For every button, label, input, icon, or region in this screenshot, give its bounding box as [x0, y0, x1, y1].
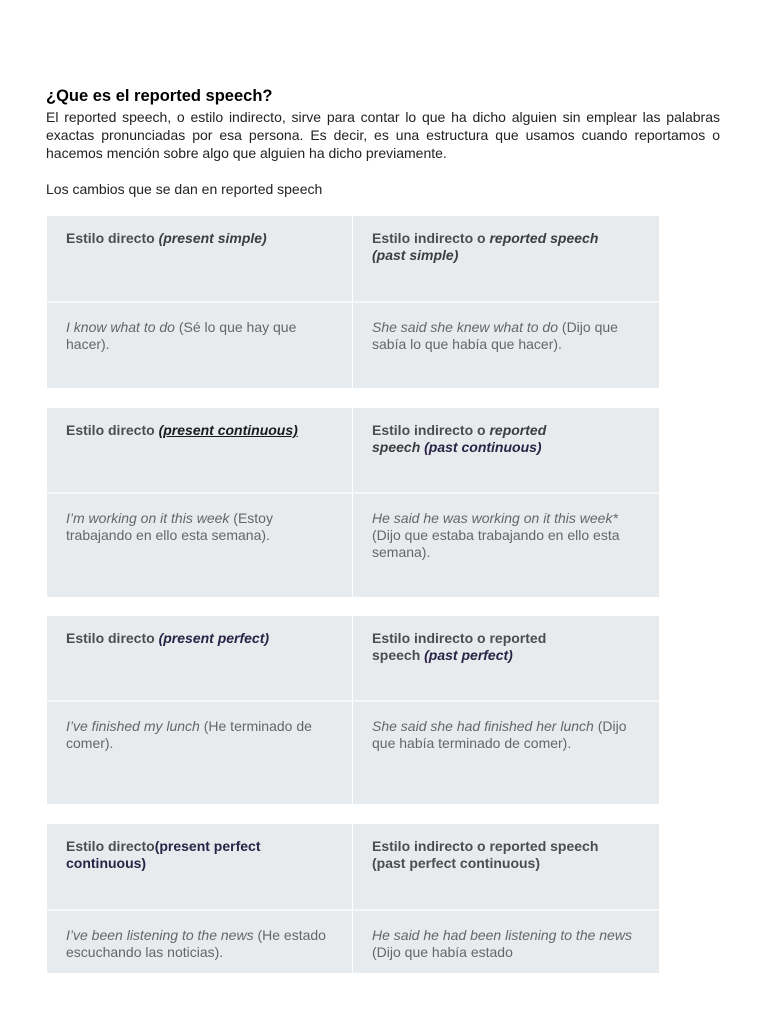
header-emph-cont: speech [372, 439, 425, 455]
example-indirect [353, 702, 659, 804]
table-header-indirect [353, 216, 659, 301]
example-sentence: I’m working on it this week [66, 510, 230, 526]
lead-sentence: Los cambios que se dan en reported speech [46, 181, 323, 197]
example-translation: (He terminado de comer). [66, 718, 312, 751]
document-body [46, 86, 720, 198]
header-label: Estilo directo [66, 838, 155, 854]
example-sentence: I’ve finished my lunch [66, 718, 200, 734]
header-label: Estilo indirecto o [372, 422, 490, 438]
tense-table-present-simple [47, 216, 659, 388]
header-label: Estilo indirecto o reported [372, 630, 547, 646]
tense-label: (past perfect) [424, 647, 513, 663]
example-direct [47, 911, 352, 973]
header-emph: reported speech [489, 230, 599, 246]
example-direct [47, 494, 352, 597]
header-label: Estilo indirecto o reported speech [372, 838, 599, 854]
example-sentence: She said she knew what to do [372, 319, 559, 335]
example-translation: (Estoy trabajando en ello esta semana). [66, 510, 273, 543]
table-header-direct [47, 616, 352, 700]
page-title: ¿Que es el reported speech? [46, 87, 273, 105]
tense-label: (past simple) [372, 247, 459, 263]
header-emph: reported [489, 422, 547, 438]
example-direct [47, 303, 352, 388]
tense-label: (past continuous) [424, 439, 542, 455]
example-translation: (Dijo que había estado [372, 944, 513, 960]
table-header-indirect [353, 408, 659, 492]
tense-label: (present simple) [158, 230, 267, 246]
tense-table-present-perfect-continuous [47, 824, 659, 973]
tense-label: (past perfect continuous) [372, 855, 541, 871]
example-sentence: He said he had been listening to the news [372, 927, 632, 943]
header-label: Estilo indirecto o [372, 230, 490, 246]
tense-table-present-continuous [47, 408, 659, 597]
tense-label: (present perfect) [158, 630, 270, 646]
table-header-direct [47, 408, 352, 492]
example-sentence: He said he was working on it this week* [372, 510, 618, 526]
example-translation: (Dijo que estaba trabajando en ello esta semana). [372, 527, 620, 560]
example-sentence: I know what to do [66, 319, 175, 335]
table-header-direct [47, 216, 352, 301]
example-indirect [353, 303, 659, 388]
table-header-direct [47, 824, 352, 909]
example-translation: (Dijo que sabía lo que había que hacer). [372, 319, 618, 352]
example-translation: (He estado escuchando las noticias). [66, 927, 326, 960]
example-direct [47, 702, 352, 804]
tense-label: (present perfect continuous) [66, 838, 261, 871]
header-label: Estilo directo [66, 230, 159, 246]
tense-label: (present continuous) [158, 422, 298, 438]
example-indirect [353, 911, 659, 973]
header-label: Estilo directo [66, 422, 159, 438]
example-translation: (Sé lo que hay que hacer). [66, 319, 297, 352]
header-label-cont: speech [372, 647, 425, 663]
table-header-indirect [353, 824, 659, 909]
header-label: Estilo directo [66, 630, 159, 646]
tense-table-present-perfect [47, 616, 659, 804]
example-translation: (Dijo que había terminado de comer). [372, 718, 627, 751]
example-indirect [353, 494, 659, 597]
example-sentence: I’ve been listening to the news [66, 927, 254, 943]
intro-paragraph: El reported speech, o estilo indirecto, sirve para contar lo que ha dicho alguien sin emplear las palabras exactas pronunciadas por esa persona. Es decir, es una estructura que usamos cuando reportamos o hacemos mención sobre algo que alguien ha dicho previamente. [46, 109, 720, 161]
example-sentence: She said she had finished her lunch [372, 718, 594, 734]
table-header-indirect [353, 616, 659, 700]
